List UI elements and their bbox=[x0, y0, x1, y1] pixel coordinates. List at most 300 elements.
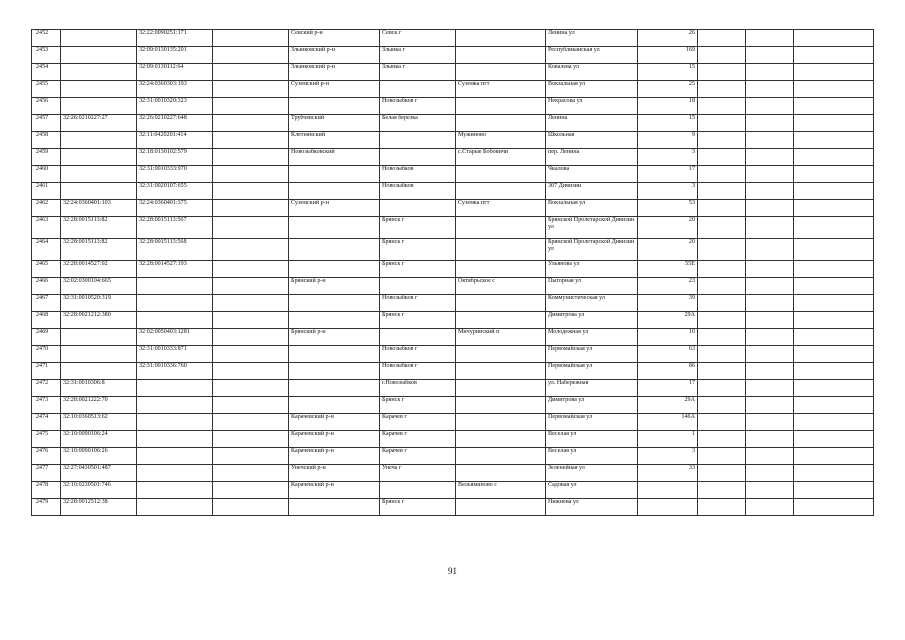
old-cadastral-number-cell: 32:28:0015113:82 bbox=[61, 239, 137, 261]
district-cell bbox=[289, 217, 380, 239]
district-cell: Суземский р-н bbox=[289, 81, 380, 98]
empty-cell-c bbox=[794, 363, 874, 380]
empty-cell-a bbox=[698, 431, 746, 448]
district-cell: Севский р-н bbox=[289, 30, 380, 47]
settlement-cell: Суземка пгт bbox=[456, 81, 546, 98]
row-number-cell: 2474 bbox=[32, 414, 61, 431]
settlement-cell bbox=[456, 47, 546, 64]
row-number-cell: 2477 bbox=[32, 465, 61, 482]
empty-cell-c bbox=[794, 217, 874, 239]
cadastral-number-cell: 32:26:0210227:648 bbox=[137, 115, 213, 132]
empty-cell-a bbox=[698, 295, 746, 312]
empty-cell-c bbox=[794, 115, 874, 132]
old-cadastral-number-cell bbox=[61, 166, 137, 183]
district-cell bbox=[289, 312, 380, 329]
row-number-cell: 2469 bbox=[32, 329, 61, 346]
empty-cell-c bbox=[794, 166, 874, 183]
house-number-cell: 53 bbox=[638, 200, 698, 217]
extra-cell bbox=[213, 465, 289, 482]
settlement-cell bbox=[456, 115, 546, 132]
row-number-cell: 2465 bbox=[32, 261, 61, 278]
extra-cell bbox=[213, 132, 289, 149]
table-row bbox=[32, 329, 874, 346]
cadastral-number-cell: 32:31:0010333:970 bbox=[137, 166, 213, 183]
row-number-cell: 2461 bbox=[32, 183, 61, 200]
street-cell: Республиканская ул bbox=[546, 47, 638, 64]
empty-cell-b bbox=[746, 132, 794, 149]
settlement-cell bbox=[456, 239, 546, 261]
table-row bbox=[32, 380, 874, 397]
district-cell bbox=[289, 239, 380, 261]
empty-cell-b bbox=[746, 149, 794, 166]
empty-cell-a bbox=[698, 64, 746, 81]
empty-cell-b bbox=[746, 499, 794, 516]
row-number-cell: 2462 bbox=[32, 200, 61, 217]
street-cell: Брянской Пролетарской Дивизии ул bbox=[546, 239, 638, 261]
settlement-cell: Мичуринский п bbox=[456, 329, 546, 346]
settlement-cell bbox=[456, 397, 546, 414]
empty-cell-c bbox=[794, 482, 874, 499]
cadastral-number-cell: 32:31:0010333:871 bbox=[137, 346, 213, 363]
district-cell bbox=[289, 346, 380, 363]
old-cadastral-number-cell: 32:28:0012512:38 bbox=[61, 499, 137, 516]
empty-cell-b bbox=[746, 64, 794, 81]
empty-cell-a bbox=[698, 397, 746, 414]
city-cell: Новозыбков bbox=[380, 166, 456, 183]
table-row bbox=[32, 431, 874, 448]
table-row bbox=[32, 239, 874, 261]
empty-cell-a bbox=[698, 98, 746, 115]
house-number-cell: 29А bbox=[638, 312, 698, 329]
empty-cell-a bbox=[698, 200, 746, 217]
empty-cell-b bbox=[746, 414, 794, 431]
district-cell: Злынковский р-н bbox=[289, 47, 380, 64]
settlement-cell bbox=[456, 380, 546, 397]
city-cell: Карачев г bbox=[380, 414, 456, 431]
street-cell: Димитрова ул bbox=[546, 397, 638, 414]
empty-cell-b bbox=[746, 115, 794, 132]
row-number-cell: 2472 bbox=[32, 380, 61, 397]
table-row bbox=[32, 81, 874, 98]
city-cell: Новозыбков г bbox=[380, 363, 456, 380]
house-number-cell: 29А bbox=[638, 397, 698, 414]
empty-cell-c bbox=[794, 47, 874, 64]
street-cell: Первомайская ул bbox=[546, 363, 638, 380]
table-row bbox=[32, 499, 874, 516]
settlement-cell bbox=[456, 414, 546, 431]
city-cell: Новозыбков г bbox=[380, 346, 456, 363]
table-row bbox=[32, 312, 874, 329]
empty-cell-a bbox=[698, 239, 746, 261]
row-number-cell: 2463 bbox=[32, 217, 61, 239]
house-number-cell bbox=[638, 499, 698, 516]
cadastral-number-cell bbox=[137, 448, 213, 465]
settlement-cell bbox=[456, 312, 546, 329]
empty-cell-a bbox=[698, 329, 746, 346]
extra-cell bbox=[213, 81, 289, 98]
row-number-cell: 2458 bbox=[32, 132, 61, 149]
empty-cell-c bbox=[794, 183, 874, 200]
settlement-cell bbox=[456, 465, 546, 482]
city-cell: Белая березка bbox=[380, 115, 456, 132]
empty-cell-c bbox=[794, 149, 874, 166]
district-cell: Брянский р-н bbox=[289, 278, 380, 295]
settlement-cell bbox=[456, 183, 546, 200]
empty-cell-c bbox=[794, 295, 874, 312]
cadastral-number-cell bbox=[137, 295, 213, 312]
extra-cell bbox=[213, 149, 289, 166]
row-number-cell: 2456 bbox=[32, 98, 61, 115]
house-number-cell: 55Е bbox=[638, 261, 698, 278]
extra-cell bbox=[213, 431, 289, 448]
old-cadastral-number-cell bbox=[61, 81, 137, 98]
empty-cell-a bbox=[698, 217, 746, 239]
district-cell: Суземский р-н bbox=[289, 200, 380, 217]
empty-cell-a bbox=[698, 149, 746, 166]
cadastral-number-cell bbox=[137, 482, 213, 499]
old-cadastral-number-cell: 32:28:0021212:380 bbox=[61, 312, 137, 329]
empty-cell-c bbox=[794, 81, 874, 98]
cadastral-number-cell: 32:09:0130135:201 bbox=[137, 47, 213, 64]
table-row bbox=[32, 47, 874, 64]
table-row bbox=[32, 64, 874, 81]
extra-cell bbox=[213, 115, 289, 132]
house-number-cell: 10 bbox=[638, 329, 698, 346]
settlement-cell: Мужиново bbox=[456, 132, 546, 149]
street-cell: Ульянова ул bbox=[546, 261, 638, 278]
settlement-cell bbox=[456, 448, 546, 465]
street-cell: Школьная bbox=[546, 132, 638, 149]
empty-cell-b bbox=[746, 431, 794, 448]
city-cell bbox=[380, 81, 456, 98]
table-row bbox=[32, 149, 874, 166]
extra-cell bbox=[213, 295, 289, 312]
district-cell bbox=[289, 380, 380, 397]
city-cell: Новозыбков bbox=[380, 183, 456, 200]
cadastral-number-cell: 32:09:0130112:64 bbox=[137, 64, 213, 81]
city-cell bbox=[380, 278, 456, 295]
street-cell: Нижнева ул bbox=[546, 499, 638, 516]
empty-cell-a bbox=[698, 312, 746, 329]
row-number-cell: 2471 bbox=[32, 363, 61, 380]
row-number-cell: 2479 bbox=[32, 499, 61, 516]
settlement-cell bbox=[456, 295, 546, 312]
city-cell: Карачев г bbox=[380, 431, 456, 448]
city-cell bbox=[380, 132, 456, 149]
extra-cell bbox=[213, 380, 289, 397]
settlement-cell bbox=[456, 64, 546, 81]
old-cadastral-number-cell: 32:28:0014527:92 bbox=[61, 261, 137, 278]
cadastral-number-cell: 32:11:0420201:414 bbox=[137, 132, 213, 149]
empty-cell-a bbox=[698, 132, 746, 149]
extra-cell bbox=[213, 414, 289, 431]
extra-cell bbox=[213, 183, 289, 200]
district-cell bbox=[289, 499, 380, 516]
district-cell: Карачевский р-н bbox=[289, 482, 380, 499]
table-row bbox=[32, 397, 874, 414]
cadastral-number-cell: 32:22:0090251:171 bbox=[137, 30, 213, 47]
table-row bbox=[32, 30, 874, 47]
cadastral-number-cell: 32:24:0360303:193 bbox=[137, 81, 213, 98]
street-cell: Молодежная ул bbox=[546, 329, 638, 346]
street-cell: Садовая ул bbox=[546, 482, 638, 499]
street-cell: пер. Ленина bbox=[546, 149, 638, 166]
settlement-cell bbox=[456, 217, 546, 239]
city-cell: Брянск г bbox=[380, 397, 456, 414]
street-cell: Брянской Пролетарской Дивизии ул bbox=[546, 217, 638, 239]
empty-cell-b bbox=[746, 47, 794, 64]
empty-cell-c bbox=[794, 200, 874, 217]
cadastral-number-cell bbox=[137, 431, 213, 448]
empty-cell-a bbox=[698, 166, 746, 183]
city-cell: Новозыбков г bbox=[380, 98, 456, 115]
empty-cell-a bbox=[698, 278, 746, 295]
city-cell: Севск г bbox=[380, 30, 456, 47]
table-row bbox=[32, 363, 874, 380]
city-cell: Брянск г bbox=[380, 312, 456, 329]
empty-cell-a bbox=[698, 30, 746, 47]
extra-cell bbox=[213, 329, 289, 346]
empty-cell-c bbox=[794, 132, 874, 149]
city-cell: Карачев г bbox=[380, 448, 456, 465]
table-row bbox=[32, 115, 874, 132]
empty-cell-c bbox=[794, 465, 874, 482]
empty-cell-c bbox=[794, 239, 874, 261]
house-number-cell: 33 bbox=[638, 465, 698, 482]
empty-cell-b bbox=[746, 329, 794, 346]
street-cell: Вокзальная ул bbox=[546, 81, 638, 98]
row-number-cell: 2459 bbox=[32, 149, 61, 166]
row-number-cell: 2454 bbox=[32, 64, 61, 81]
empty-cell-b bbox=[746, 81, 794, 98]
street-cell: Ленина bbox=[546, 115, 638, 132]
old-cadastral-number-cell bbox=[61, 47, 137, 64]
city-cell: Брянск г bbox=[380, 261, 456, 278]
empty-cell-c bbox=[794, 397, 874, 414]
empty-cell-a bbox=[698, 346, 746, 363]
city-cell bbox=[380, 329, 456, 346]
empty-cell-b bbox=[746, 482, 794, 499]
empty-cell-b bbox=[746, 397, 794, 414]
table-row bbox=[32, 217, 874, 239]
old-cadastral-number-cell bbox=[61, 329, 137, 346]
empty-cell-b bbox=[746, 346, 794, 363]
empty-cell-b bbox=[746, 380, 794, 397]
extra-cell bbox=[213, 499, 289, 516]
settlement-cell: Суземка пгт bbox=[456, 200, 546, 217]
row-number-cell: 2452 bbox=[32, 30, 61, 47]
table-row bbox=[32, 166, 874, 183]
table-row bbox=[32, 414, 874, 431]
city-cell: г.Новозыбков bbox=[380, 380, 456, 397]
house-number-cell: 39 bbox=[638, 295, 698, 312]
district-cell bbox=[289, 183, 380, 200]
empty-cell-c bbox=[794, 346, 874, 363]
extra-cell bbox=[213, 98, 289, 115]
empty-cell-b bbox=[746, 183, 794, 200]
empty-cell-a bbox=[698, 261, 746, 278]
district-cell: Трубчевский bbox=[289, 115, 380, 132]
district-cell: Новозыбковский bbox=[289, 149, 380, 166]
table-row bbox=[32, 482, 874, 499]
street-cell: Ковалева ул bbox=[546, 64, 638, 81]
cadastral-number-cell: 32:24:0360401:375 bbox=[137, 200, 213, 217]
empty-cell-b bbox=[746, 261, 794, 278]
empty-cell-c bbox=[794, 380, 874, 397]
empty-cell-b bbox=[746, 30, 794, 47]
empty-cell-c bbox=[794, 329, 874, 346]
street-cell: Веселая ул bbox=[546, 431, 638, 448]
old-cadastral-number-cell: 32:27:0430501:487 bbox=[61, 465, 137, 482]
old-cadastral-number-cell: 32:31:0010306:8 bbox=[61, 380, 137, 397]
house-number-cell bbox=[638, 482, 698, 499]
extra-cell bbox=[213, 217, 289, 239]
cadastral-number-cell: 32:18:0130102:579 bbox=[137, 149, 213, 166]
old-cadastral-number-cell: 32:28:0021222:70 bbox=[61, 397, 137, 414]
house-number-cell: 63 bbox=[638, 346, 698, 363]
city-cell: Новозыбков г bbox=[380, 295, 456, 312]
empty-cell-b bbox=[746, 312, 794, 329]
cadastral-number-cell bbox=[137, 278, 213, 295]
extra-cell bbox=[213, 30, 289, 47]
city-cell bbox=[380, 149, 456, 166]
row-number-cell: 2468 bbox=[32, 312, 61, 329]
city-cell: Злынка г bbox=[380, 47, 456, 64]
table-row bbox=[32, 346, 874, 363]
row-number-cell: 2473 bbox=[32, 397, 61, 414]
district-cell bbox=[289, 397, 380, 414]
street-cell: Первомайская ул bbox=[546, 414, 638, 431]
house-number-cell: 9 bbox=[638, 132, 698, 149]
row-number-cell: 2455 bbox=[32, 81, 61, 98]
district-cell: Злынковский р-н bbox=[289, 64, 380, 81]
house-number-cell: 18 bbox=[638, 98, 698, 115]
house-number-cell: 1 bbox=[638, 431, 698, 448]
row-number-cell: 2457 bbox=[32, 115, 61, 132]
cadastral-number-cell: 32:02:0050403:1281 bbox=[137, 329, 213, 346]
extra-cell bbox=[213, 448, 289, 465]
district-cell: Карачевский р-н bbox=[289, 431, 380, 448]
empty-cell-a bbox=[698, 465, 746, 482]
empty-cell-b bbox=[746, 448, 794, 465]
street-cell: Коммунистическая ул bbox=[546, 295, 638, 312]
empty-cell-a bbox=[698, 414, 746, 431]
street-cell: Первомайская ул bbox=[546, 346, 638, 363]
street-cell: ул. Набережная bbox=[546, 380, 638, 397]
old-cadastral-number-cell: 32:10:0090106:24 bbox=[61, 431, 137, 448]
empty-cell-a bbox=[698, 482, 746, 499]
empty-cell-b bbox=[746, 465, 794, 482]
empty-cell-a bbox=[698, 183, 746, 200]
old-cadastral-number-cell: 32:10:0230501:746 bbox=[61, 482, 137, 499]
old-cadastral-number-cell: 32:02:0300104:665 bbox=[61, 278, 137, 295]
empty-cell-a bbox=[698, 499, 746, 516]
house-number-cell: 169 bbox=[638, 47, 698, 64]
house-number-cell: 20 bbox=[638, 217, 698, 239]
cadastral-number-cell bbox=[137, 499, 213, 516]
house-number-cell: 20 bbox=[638, 239, 698, 261]
settlement-cell bbox=[456, 166, 546, 183]
district-cell: Карачевский р-н bbox=[289, 414, 380, 431]
extra-cell bbox=[213, 363, 289, 380]
street-cell: Веселая ул bbox=[546, 448, 638, 465]
old-cadastral-number-cell bbox=[61, 64, 137, 81]
district-cell: Унечский р-н bbox=[289, 465, 380, 482]
street-cell: Ленина ул bbox=[546, 30, 638, 47]
row-number-cell: 2478 bbox=[32, 482, 61, 499]
table-row bbox=[32, 132, 874, 149]
district-cell: Карачевский р-н bbox=[289, 448, 380, 465]
city-cell: Злынка г bbox=[380, 64, 456, 81]
empty-cell-a bbox=[698, 380, 746, 397]
empty-cell-c bbox=[794, 278, 874, 295]
house-number-cell: 15 bbox=[638, 115, 698, 132]
empty-cell-a bbox=[698, 47, 746, 64]
settlement-cell: с.Старые Бобовичи bbox=[456, 149, 546, 166]
empty-cell-b bbox=[746, 278, 794, 295]
cadastral-number-cell bbox=[137, 397, 213, 414]
city-cell: Унеча г bbox=[380, 465, 456, 482]
extra-cell bbox=[213, 312, 289, 329]
house-number-cell: 17 bbox=[638, 166, 698, 183]
empty-cell-c bbox=[794, 30, 874, 47]
city-cell: Брянск г bbox=[380, 499, 456, 516]
table-row bbox=[32, 183, 874, 200]
district-cell: Брянский р-н bbox=[289, 329, 380, 346]
old-cadastral-number-cell: 32:26:0210227:27 bbox=[61, 115, 137, 132]
row-number-cell: 2476 bbox=[32, 448, 61, 465]
cadastral-number-cell: 32:28:0015113:567 bbox=[137, 217, 213, 239]
empty-cell-c bbox=[794, 64, 874, 81]
district-cell bbox=[289, 295, 380, 312]
empty-cell-c bbox=[794, 312, 874, 329]
extra-cell bbox=[213, 239, 289, 261]
settlement-cell bbox=[456, 261, 546, 278]
house-number-cell: 86 bbox=[638, 363, 698, 380]
house-number-cell: 3 bbox=[638, 448, 698, 465]
city-cell bbox=[380, 200, 456, 217]
cadastral-number-cell bbox=[137, 380, 213, 397]
empty-cell-a bbox=[698, 448, 746, 465]
extra-cell bbox=[213, 47, 289, 64]
table-row bbox=[32, 278, 874, 295]
table-row bbox=[32, 295, 874, 312]
street-cell: Пыгорная ул bbox=[546, 278, 638, 295]
empty-cell-b bbox=[746, 98, 794, 115]
cadastral-number-cell: 32:31:0020107:655 bbox=[137, 183, 213, 200]
empty-cell-b bbox=[746, 166, 794, 183]
old-cadastral-number-cell bbox=[61, 183, 137, 200]
cadastral-number-cell bbox=[137, 465, 213, 482]
empty-cell-a bbox=[698, 115, 746, 132]
district-cell bbox=[289, 363, 380, 380]
house-number-cell: 17 bbox=[638, 380, 698, 397]
empty-cell-a bbox=[698, 81, 746, 98]
old-cadastral-number-cell: 32:28:0015113:82 bbox=[61, 217, 137, 239]
cadastral-number-cell bbox=[137, 312, 213, 329]
settlement-cell bbox=[456, 98, 546, 115]
city-cell: Брянск г bbox=[380, 239, 456, 261]
old-cadastral-number-cell: 32:10:0360513:62 bbox=[61, 414, 137, 431]
old-cadastral-number-cell bbox=[61, 30, 137, 47]
street-cell: Вокзальная ул bbox=[546, 200, 638, 217]
house-number-cell: 3 bbox=[638, 183, 698, 200]
district-cell: Клетнянский bbox=[289, 132, 380, 149]
empty-cell-c bbox=[794, 431, 874, 448]
old-cadastral-number-cell: 32:31:0010520:319 bbox=[61, 295, 137, 312]
district-cell bbox=[289, 166, 380, 183]
house-number-cell: 146А bbox=[638, 414, 698, 431]
